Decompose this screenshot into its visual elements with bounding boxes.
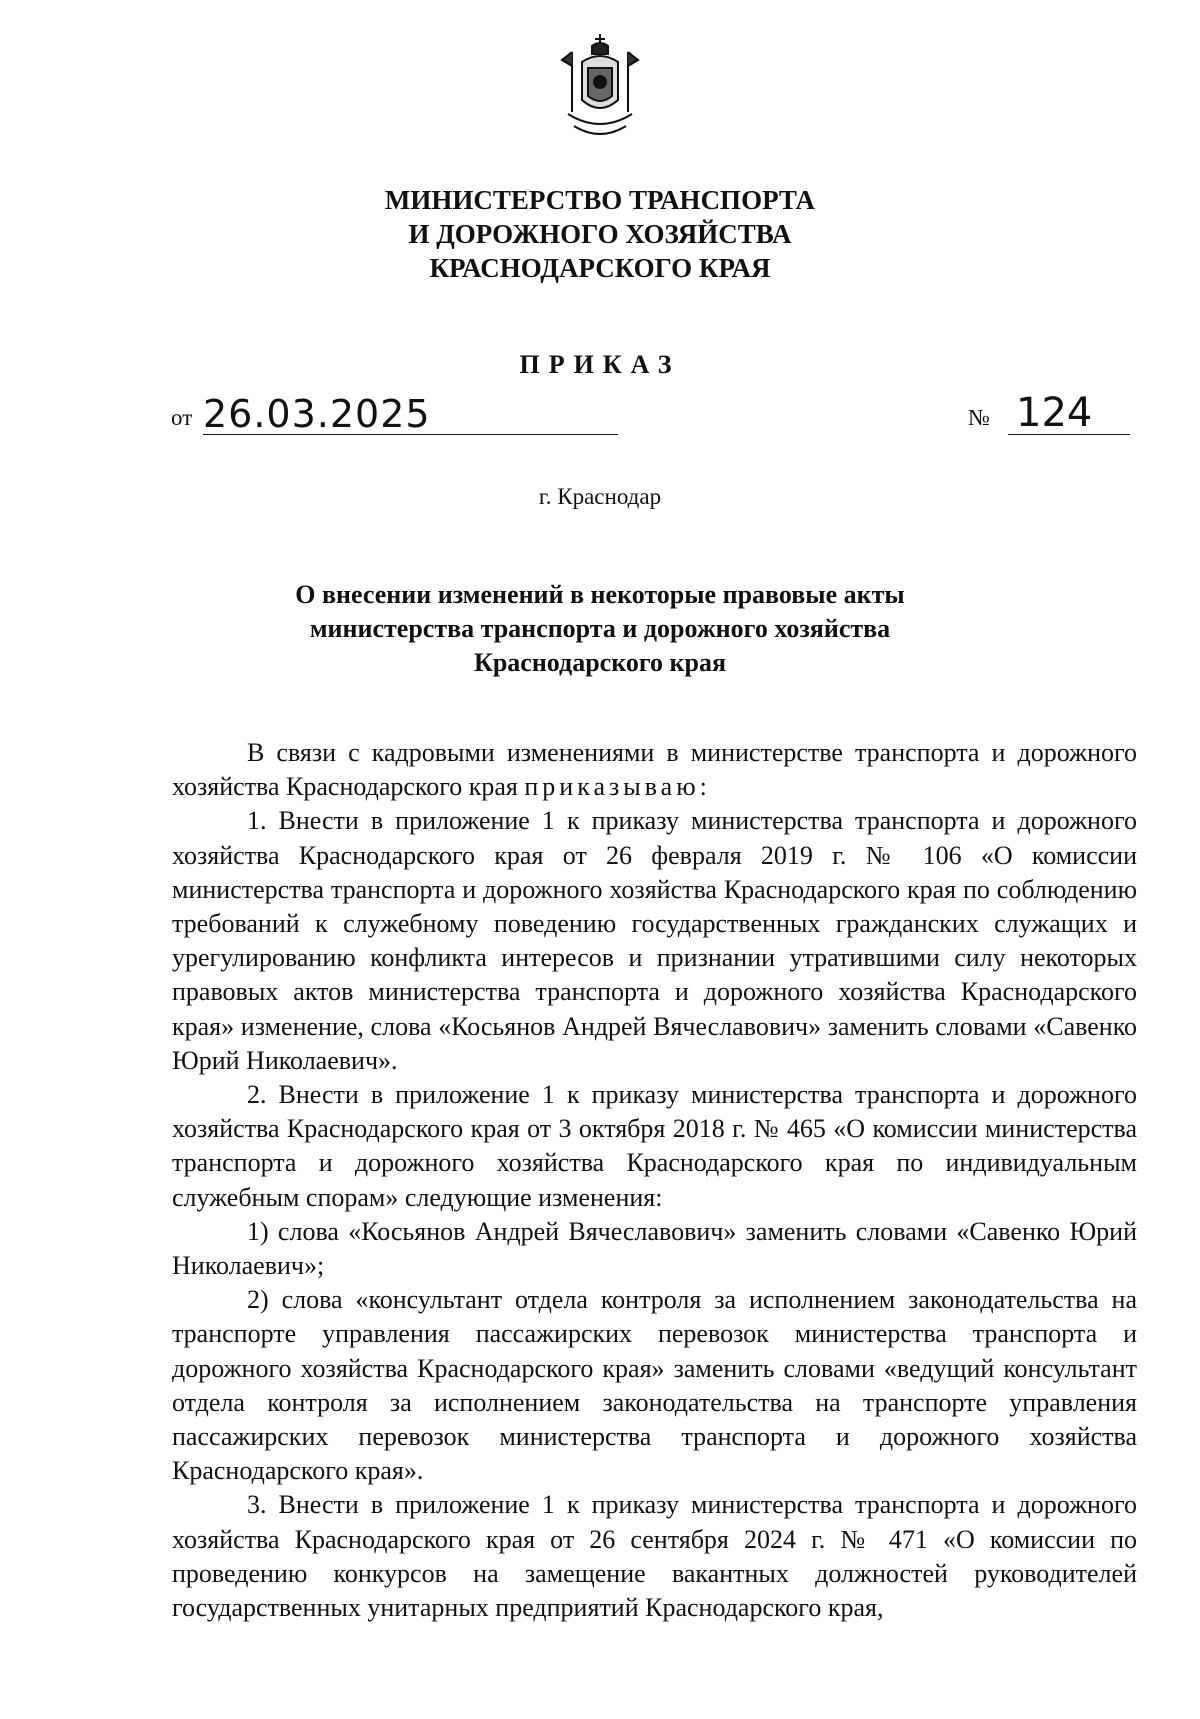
subject-line-2: министерства транспорта и дорожного хозяйства (309, 614, 891, 643)
intro-end: : (699, 772, 707, 802)
coat-of-arms-icon (560, 30, 640, 145)
order-number-field (968, 385, 1148, 445)
date-prefix: от (171, 405, 193, 430)
paragraph-2-item-2: 2) слова «консультант отдела контроля за исполнением законодательства на транспорте управления пассажирских перевозок министерства транспорта и дорожного хозяйства Краснодарского края» заменить словами «ведущий консультант отдела контроля за исполнением законодательства на транспорте управления пассажирских перевозок министерства транспорта и дорожного хозяйства Краснодарского края». (172, 1285, 1137, 1486)
number-prefix: № (968, 405, 990, 430)
paragraph-3: 3. Внести в приложение 1 к приказу министерства транспорта и дорожного хозяйства Краснодарского края от 26 сентября 2024 г. № 471 «О комиссии по проведению конкурсов на замещение вакантных должностей руководителей государственных унитарных предприятий Краснодарского края, (172, 1490, 1137, 1623)
ministry-line-1: МИНИСТЕРСТВО ТРАНСПОРТА (384, 185, 816, 215)
subject-line-3: Краснодарского края (473, 648, 727, 677)
order-number: 124 (1016, 390, 1093, 436)
order-subject (0, 578, 1200, 680)
order-date: 26.03.2025 (203, 392, 431, 436)
order-body (172, 736, 1137, 1625)
order-date-field (171, 385, 471, 445)
paragraph-2: 2. Внести в приложение 1 к приказу министерства транспорта и дорожного хозяйства Краснодарского края от 3 октября 2018 г. № 465 «О комиссии министерства транспорта и дорожного хозяйства Краснодарского края по индивидуальным служебным спорам» следующие изменения: (172, 1080, 1137, 1212)
intro-paragraph (172, 736, 1137, 804)
ministry-name (0, 183, 1200, 285)
intro-spaced-word: приказываю (524, 772, 700, 802)
order-title: ПРИКАЗ (519, 350, 681, 379)
ministry-line-2: И ДОРОЖНОГО ХОЗЯЙСТВА (408, 219, 792, 249)
city: г. Краснодар (538, 484, 662, 509)
paragraph-1: 1. Внести в приложение 1 к приказу министерства транспорта и дорожного хозяйства Краснодарского края от 26 февраля 2019 г. № 106 «О комиссии министерства транспорта и дорожного хозяйства Краснодарского края по соблюдению требований к служебному поведению государственных гражданских служащих и урегулированию конфликта интересов и признании утратившими силу некоторых правовых актов министерства транспорта и дорожного хозяйства Краснодарского края» изменение, слова «Косьянов Андрей Вячеславович» заменить словами «Савенко Юрий Николаевич». (172, 806, 1137, 1075)
ministry-line-3: КРАСНОДАРСКОГО КРАЯ (429, 253, 771, 283)
subject-line-1: О внесении изменений в некоторые правовые акты (295, 580, 905, 609)
date-underline (203, 434, 618, 435)
paragraph-2-item-1: 1) слова «Косьянов Андрей Вячеславович» заменить словами «Савенко Юрий Николаевич»; (172, 1216, 1137, 1281)
intro-text: В связи с кадровыми изменениями в министерстве транспорта и дорожного хозяйства Краснодарского края (172, 738, 1137, 802)
number-underline (1008, 434, 1130, 435)
